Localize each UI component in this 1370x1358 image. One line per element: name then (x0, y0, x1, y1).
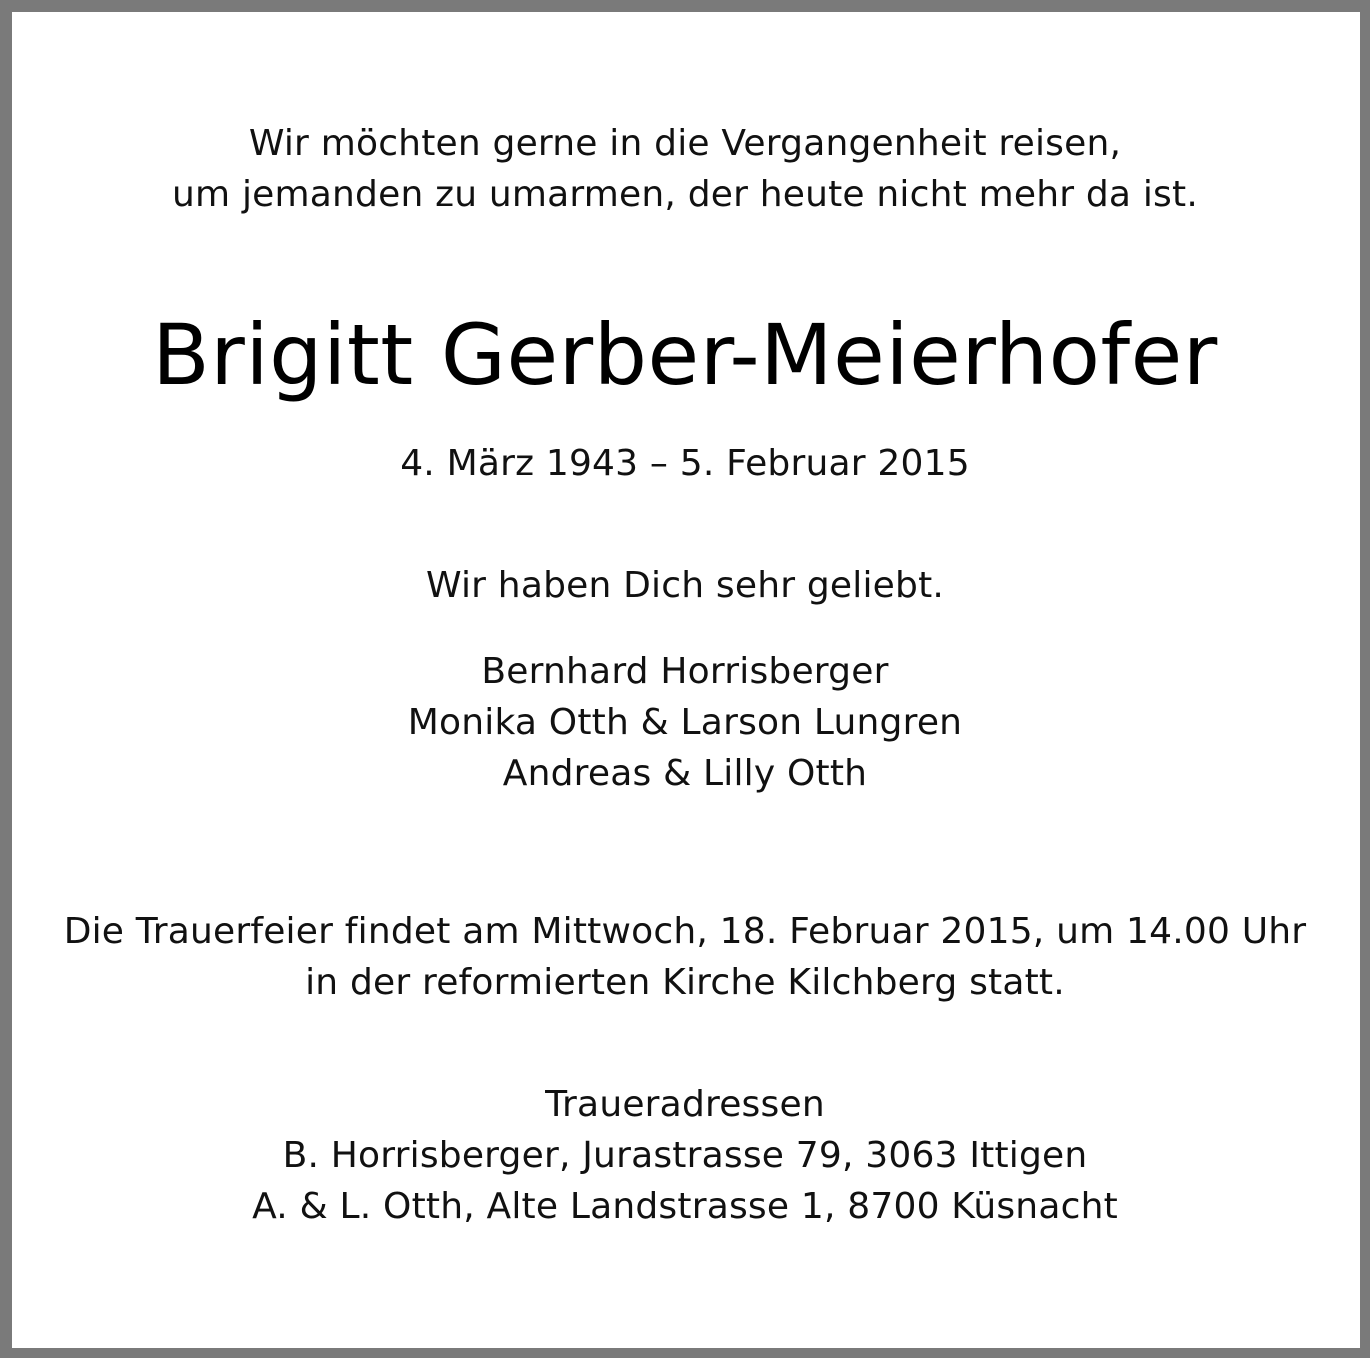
mourner-3: Andreas & Lilly Otth (502, 753, 868, 794)
dedication: Wir haben Dich sehr geliebt. (425, 565, 945, 606)
quote-line-1: Wir möchten gerne in die Vergangenheit reisen, (248, 123, 1122, 164)
mourner-2: Monika Otth & Larson Lungren (407, 702, 963, 743)
address-line-1: B. Horrisberger, Jurastrasse 79, 3063 Ittigen (282, 1135, 1088, 1176)
service-line-2: in der reformierten Kirche Kilchberg statt. (305, 962, 1065, 1003)
addresses-heading: Traueradressen (545, 1084, 825, 1125)
mourner-1: Bernhard Horrisberger (481, 651, 889, 692)
address-line-2: A. & L. Otth, Alte Landstrasse 1, 8700 Küsnacht (252, 1186, 1118, 1227)
life-dates: 4. März 1943 – 5. Februar 2015 (400, 443, 970, 484)
quote-line-2: um jemanden zu umarmen, der heute nicht mehr da ist. (172, 174, 1198, 215)
deceased-name: Brigitt Gerber-Meierhofer (152, 306, 1218, 404)
service-line-1: Die Trauerfeier findet am Mittwoch, 18. Februar 2015, um 14.00 Uhr (63, 911, 1307, 952)
